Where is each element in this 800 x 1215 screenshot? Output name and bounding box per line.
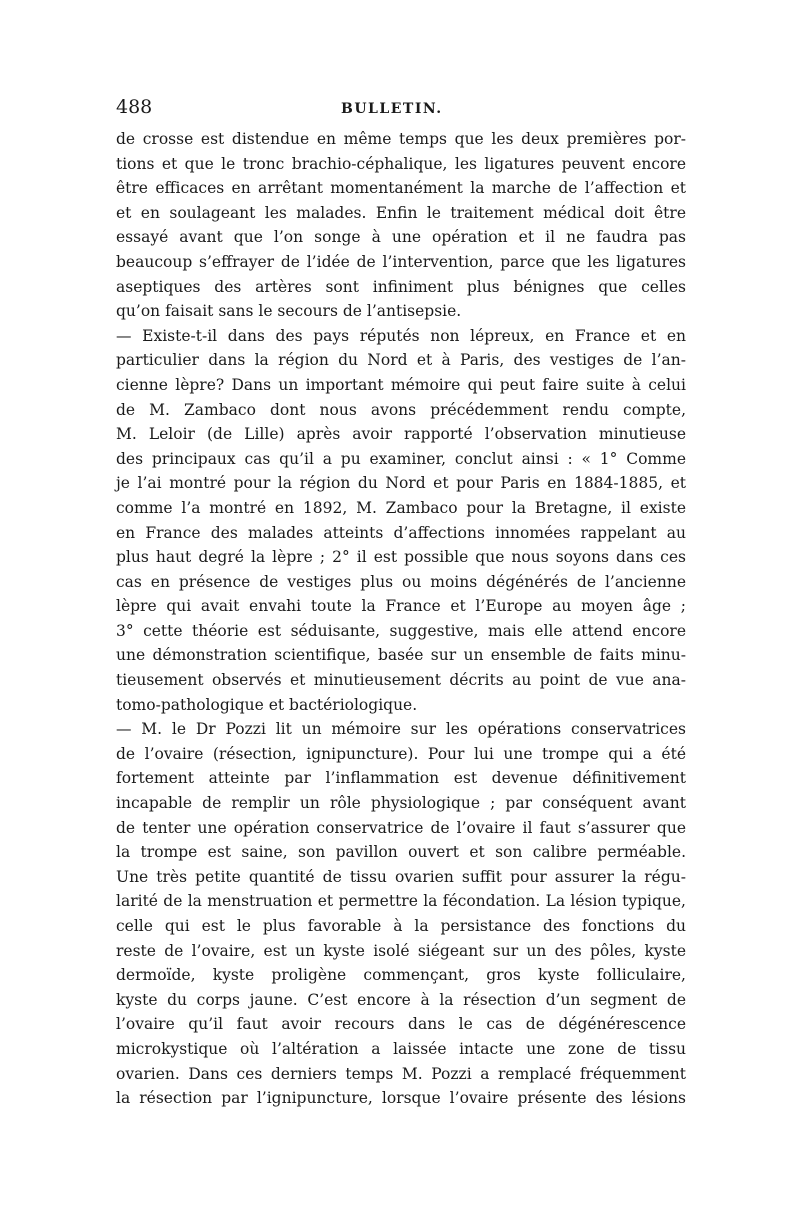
- text-line: beaucoup s’effrayer de l’idée de l’intervention, parce que les ligatures: [116, 252, 686, 271]
- text-line: cas en présence de vestiges plus ou moins dégénérés de l’ancienne: [116, 572, 686, 591]
- text-line: aseptiques des artères sont infiniment plus bénignes que celles: [116, 277, 686, 296]
- text-line: une démonstration scientifique, basée sur un ensemble de faits minu-: [116, 646, 686, 665]
- text-line: dermoïde, kyste proligène commençant, gros kyste folliculaire,: [116, 966, 686, 985]
- text-line: — M. le Dr Pozzi lit un mémoire sur les opérations conservatrices: [116, 720, 686, 739]
- text-line: cienne lèpre? Dans un important mémoire qui peut faire suite à celui: [116, 375, 686, 394]
- paragraph-ligatures: [116, 127, 686, 324]
- text-line: tomo-pathologique et bactériologique.: [116, 695, 418, 714]
- text-line: la trompe est saine, son pavillon ouvert et son calibre perméable.: [116, 843, 686, 862]
- text-line: comme l’a montré en 1892, M. Zambaco pour la Bretagne, il existe: [116, 498, 686, 517]
- text-line: larité de la menstruation et permettre la fécondation. La lésion typique,: [116, 892, 686, 911]
- text-line: je l’ai montré pour la région du Nord et pour Paris en 1884-1885, et: [116, 474, 686, 493]
- text-line: celle qui est le plus favorable à la persistance des fonctions du: [116, 917, 686, 935]
- text-line: plus haut degré la lèpre ; 2° il est possible que nous soyons dans ces: [116, 548, 686, 567]
- text-line: la résection par l’ignipuncture, lorsque l’ovaire présente des lésions: [116, 1089, 686, 1108]
- text-line: tieusement observés et minutieusement décrits au point de vue ana-: [116, 671, 686, 690]
- text-line: M. Leloir (de Lille) après avoir rapporté l’observation minutieuse: [116, 425, 686, 444]
- text-line: kyste du corps jaune. C’est encore à la résection d’un segment de: [116, 990, 686, 1009]
- text-line: incapable de remplir un rôle physiologique ; par conséquent avant: [116, 794, 686, 813]
- paragraph-pozzi: [116, 717, 686, 1111]
- book-page: [116, 94, 686, 1111]
- text-line: de crosse est distendue en même temps que les deux premières por-: [116, 130, 686, 148]
- text-line: en France des malades atteints d’affections innomées rappelant au: [116, 523, 686, 542]
- text-line: qu’on faisait sans le secours de l’antisepsie.: [116, 302, 462, 321]
- text-line: de tenter une opération conservatrice de l’ovaire il faut s’assurer que: [116, 818, 686, 837]
- text-line: de l’ovaire (résection, ignipuncture). Pour lui une trompe qui a été: [116, 744, 686, 763]
- text-line: essayé avant que l’on songe à une opération et il ne faudra pas: [116, 228, 686, 247]
- text-line: 3° cette théorie est séduisante, suggestive, mais elle attend encore: [116, 621, 686, 640]
- text-line: être efficaces en arrêtant momentanément la marche de l’affection et: [116, 179, 686, 198]
- text-line: lèpre qui avait envahi toute la France et l’Europe au moyen âge ;: [116, 597, 686, 616]
- text-line: fortement atteinte par l’inflammation est devenue définitivement: [116, 769, 686, 788]
- text-line: particulier dans la région du Nord et à Paris, des vestiges de l’an-: [116, 351, 686, 370]
- page-header: [116, 94, 686, 120]
- text-line: et en soulageant les malades. Enfin le traitement médical doit être: [116, 203, 686, 222]
- text-line: reste de l’ovaire, est un kyste isolé siégeant sur un des pôles, kyste: [116, 941, 686, 960]
- text-line: — Existe-t-il dans des pays réputés non lépreux, en France et en: [116, 326, 686, 345]
- running-title: BULLETIN.: [341, 101, 443, 117]
- text-line: l’ovaire qu’il faut avoir recours dans le cas de dégénérescence: [116, 1015, 686, 1034]
- text-line: microkystique où l’altération a laissée intacte une zone de tissu: [116, 1039, 686, 1058]
- text-line: des principaux cas qu’il a pu examiner, conclut ainsi : « 1° Comme: [116, 449, 686, 468]
- text-line: ovarien. Dans ces derniers temps M. Pozzi a remplacé fréquemment: [116, 1064, 686, 1083]
- page-number: 488: [116, 96, 153, 118]
- paragraph-lepre: [116, 324, 686, 718]
- text-line: tions et que le tronc brachio-céphalique, les ligatures peuvent encore: [116, 154, 686, 173]
- text-line: de M. Zambaco dont nous avons précédemment rendu compte,: [116, 400, 686, 419]
- text-line: Une très petite quantité de tissu ovarien suffit pour assurer la régu-: [116, 867, 686, 886]
